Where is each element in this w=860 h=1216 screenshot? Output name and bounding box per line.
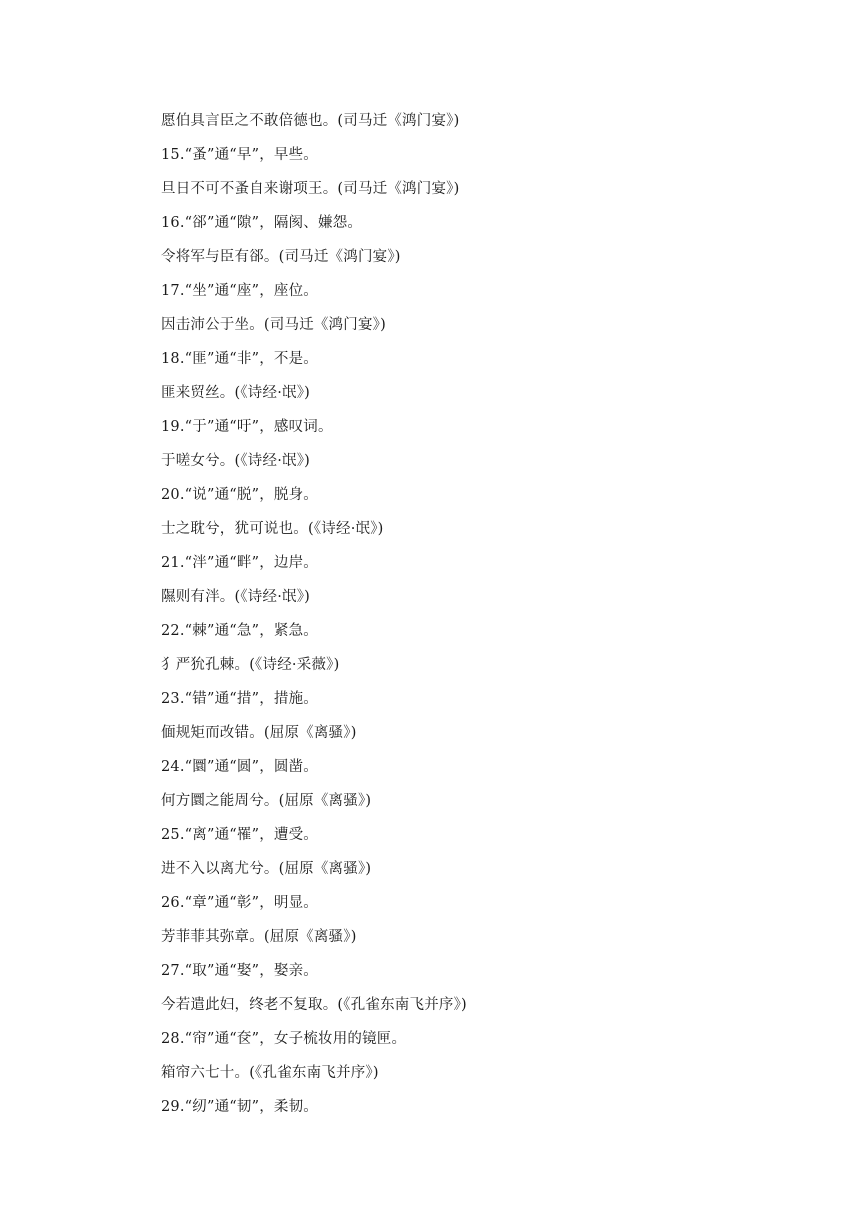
text-line: 18.“匪”通“非”，不是。 bbox=[161, 351, 319, 367]
text-line: 19.“于”通“吁”，感叹词。 bbox=[161, 419, 333, 435]
text-line: 旦日不可不蚤自来谢项王。(司马迁《鸿门宴》) bbox=[161, 181, 460, 197]
text-line: 于嗟女兮。(《诗经·氓》) bbox=[161, 453, 311, 469]
text-line: 26.“章”通“彰”，明显。 bbox=[161, 895, 319, 911]
text-line: 隰则有泮。(《诗经·氓》) bbox=[161, 589, 311, 605]
text-line: 芳菲菲其弥章。(屈原《离骚》) bbox=[161, 929, 357, 945]
text-line: 15.“蚤”通“早”，早些。 bbox=[161, 147, 319, 163]
text-line: 箱帘六七十。(《孔雀东南飞并序》) bbox=[161, 1065, 379, 1081]
text-line: 22.“棘”通“急”，紧急。 bbox=[161, 623, 319, 639]
text-line: 犭严狁孔棘。(《诗经·采薇》) bbox=[161, 657, 340, 673]
text-line: 偭规矩而改错。(屈原《离骚》) bbox=[161, 725, 357, 741]
text-line: 今若遣此妇，终老不复取。(《孔雀东南飞并序》) bbox=[161, 997, 467, 1013]
text-line: 24.“圜”通“圆”，圆凿。 bbox=[161, 759, 319, 775]
text-line: 20.“说”通“脱”，脱身。 bbox=[161, 487, 319, 503]
text-line: 21.“泮”通“畔”，边岸。 bbox=[161, 555, 319, 571]
text-line: 29.“纫”通“韧”，柔韧。 bbox=[161, 1099, 319, 1115]
text-line: 愿伯具言臣之不敢倍德也。(司马迁《鸿门宴》) bbox=[161, 113, 460, 129]
text-line: 27.“取”通“娶”，娶亲。 bbox=[161, 963, 319, 979]
text-line: 进不入以离尤兮。(屈原《离骚》) bbox=[161, 861, 372, 877]
text-line: 16.“郤”通“隙”，隔阂、嫌怨。 bbox=[161, 215, 363, 231]
text-line: 士之耽兮，犹可说也。(《诗经·氓》) bbox=[161, 521, 384, 537]
text-line: 17.“坐”通“座”，座位。 bbox=[161, 283, 319, 299]
text-line: 令将军与臣有郤。(司马迁《鸿门宴》) bbox=[161, 249, 401, 265]
text-line: 何方圜之能周兮。(屈原《离骚》) bbox=[161, 793, 372, 809]
text-line: 25.“离”通“罹”，遭受。 bbox=[161, 827, 319, 843]
text-line: 23.“错”通“措”，措施。 bbox=[161, 691, 319, 707]
text-line: 匪来贸丝。(《诗经·氓》) bbox=[161, 385, 311, 401]
document-body bbox=[161, 109, 801, 1129]
text-line: 28.“帘”通“奁”，女子梳妆用的镜匣。 bbox=[161, 1031, 407, 1047]
text-line: 因击沛公于坐。(司马迁《鸿门宴》) bbox=[161, 317, 386, 333]
